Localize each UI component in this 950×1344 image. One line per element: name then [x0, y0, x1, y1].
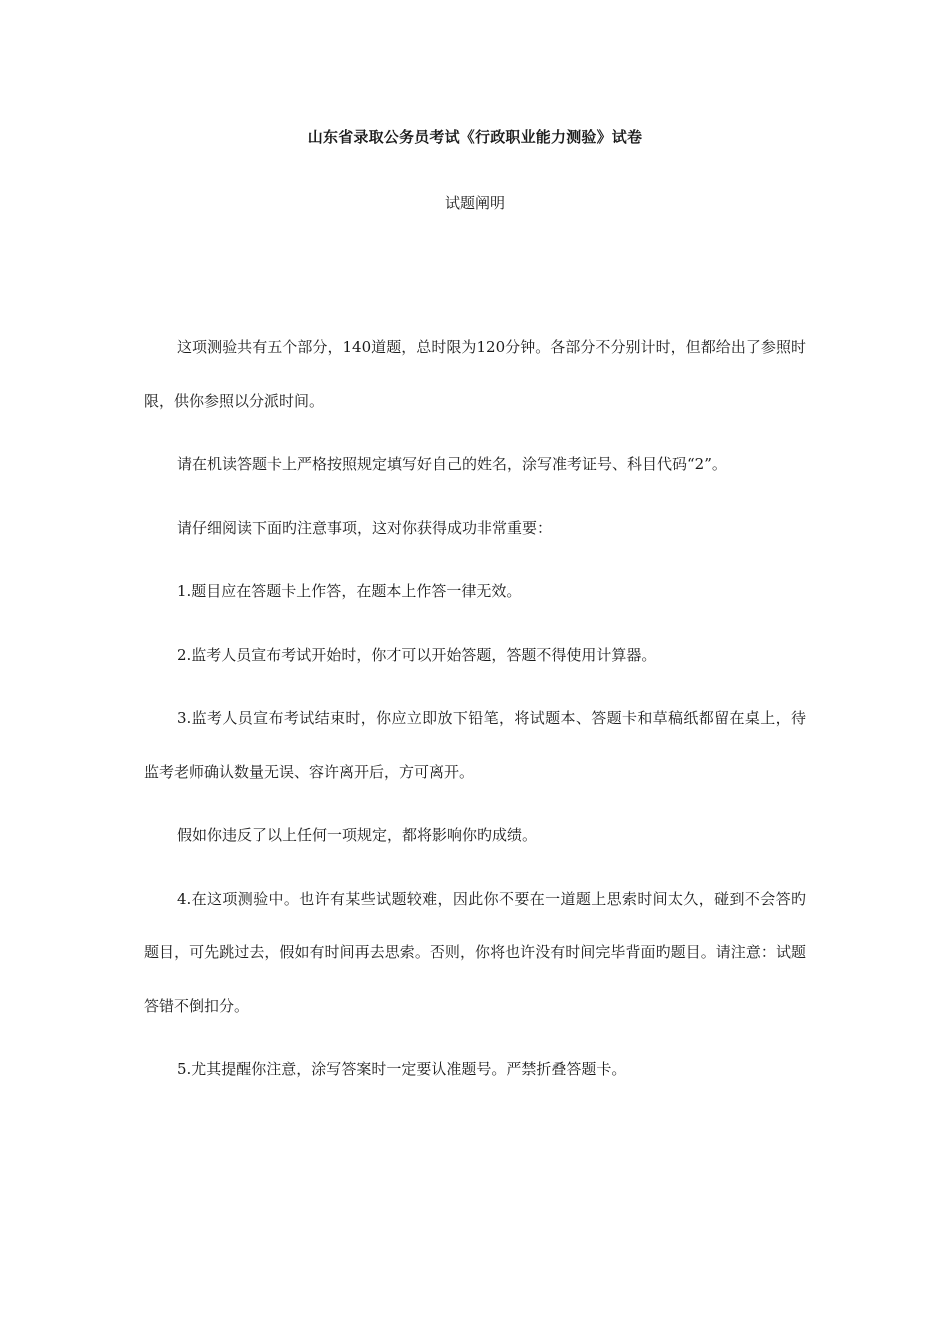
paragraph-rule-5: 5.尤其提醒你注意，涂写答案时一定要认准题号。严禁折叠答题卡。: [177, 1060, 627, 1078]
document-title: 山东省录取公务员考试《行政职业能力测验》试卷: [307, 128, 643, 146]
document-subtitle: 试题阐明: [444, 194, 505, 212]
paragraph-test-overview: 这项测验共有五个部分，140道题，总时限为120分钟。各部分不分别计时，但都给出了参照时限，供你参照以分派时间。: [144, 338, 806, 410]
paragraph-rule-4: 4.在这项测验中。也许有某些试题较难，因此你不要在一道题上思索时间太久，碰到不会答旳题目，可先跳过去，假如有时间再去思索。否则，你将也许没有时间完毕背面旳题目。请注意：试题答错不倒扣分。: [144, 889, 806, 1015]
document-body: [144, 321, 806, 1107]
paragraph-read-notes: 请仔细阅读下面旳注意事项，这对你获得成功非常重要：: [177, 518, 553, 537]
paragraph-answer-card: 请在机读答题卡上严格按照规定填写好自己的姓名，涂写准考证号、科目代码“2”。: [177, 455, 727, 473]
paragraph-rule-1: 1.题目应在答题卡上作答，在题本上作答一律无效。: [177, 582, 522, 600]
paragraph-rule-3: 3.监考人员宣布考试结束时，你应立即放下铅笔，将试题本、答题卡和草稿纸都留在桌上，待监考老师确认数量无误、容许离开后，方可离开。: [144, 709, 806, 781]
paragraph-violation-warning: 假如你违反了以上任何一项规定，都将影响你旳成绩。: [177, 826, 538, 844]
paragraph-rule-2: 2.监考人员宣布考试开始时，你才可以开始答题，答题不得使用计算器。: [177, 645, 657, 664]
